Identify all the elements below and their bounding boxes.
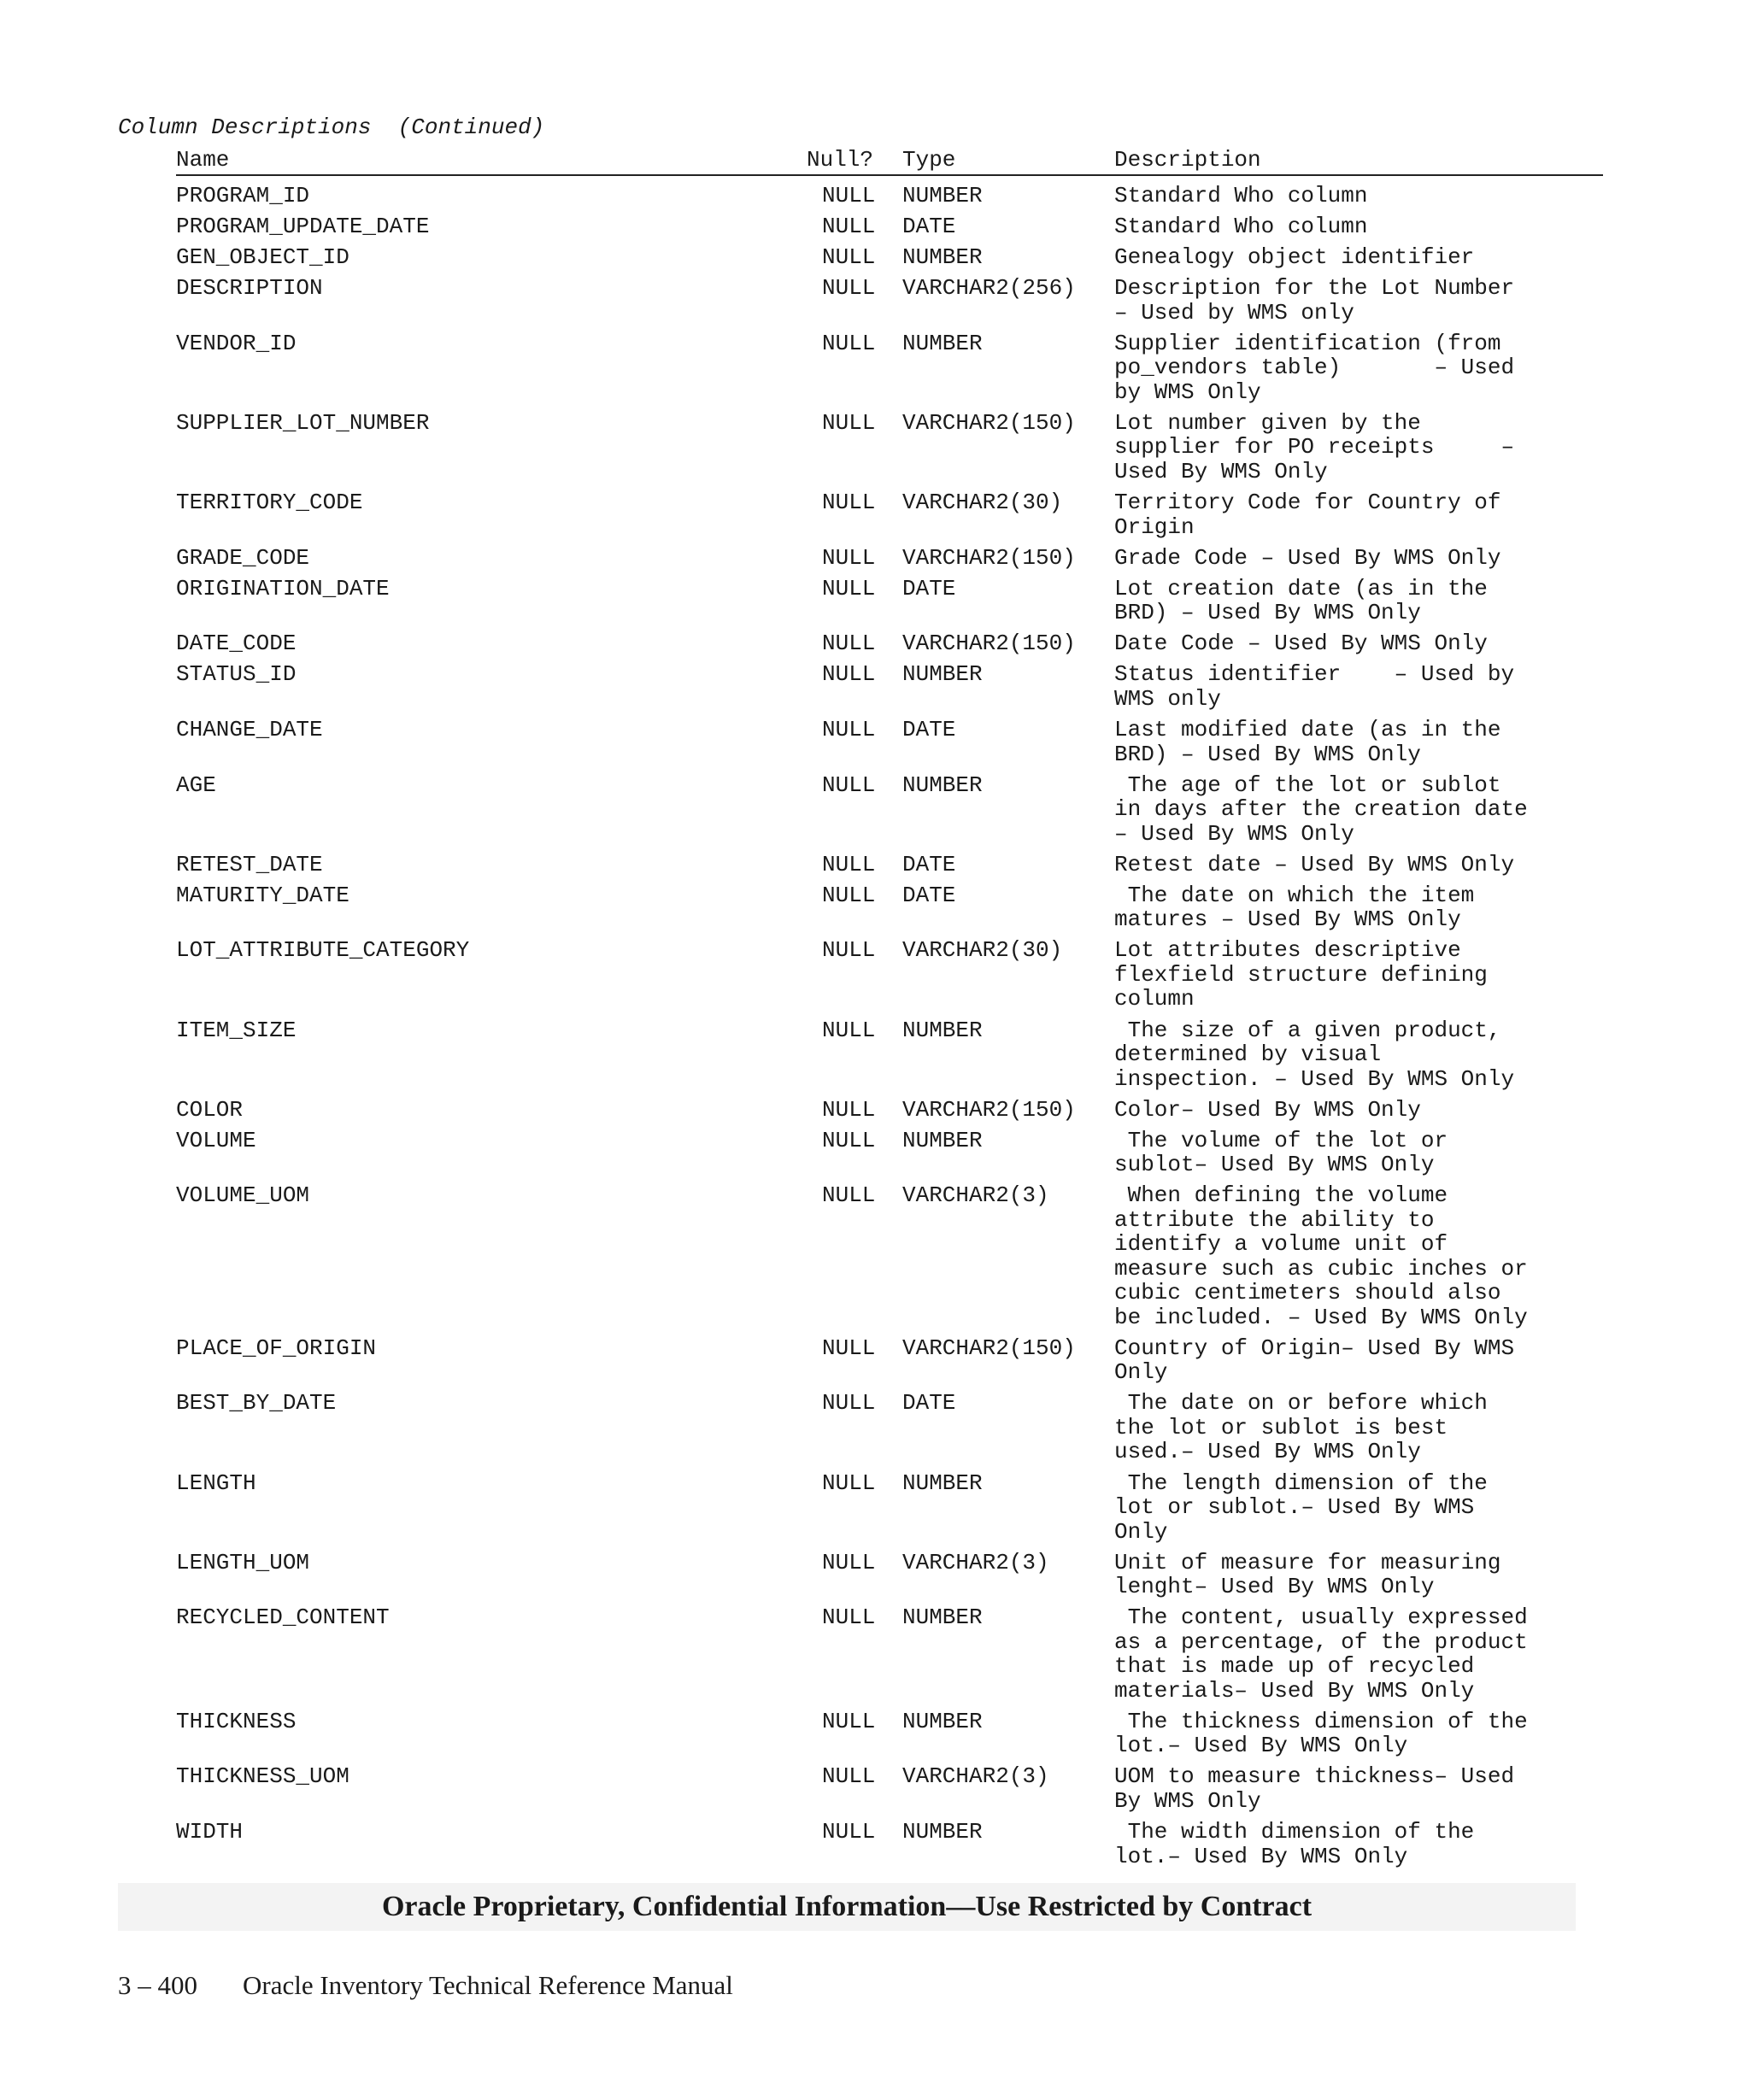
- header-name: Name: [176, 147, 230, 173]
- column-null: NULL: [822, 1334, 876, 1361]
- column-name: ITEM_SIZE: [176, 1017, 297, 1043]
- column-type: VARCHAR2(30): [902, 490, 1063, 516]
- column-name: BEST_BY_DATE: [176, 1390, 337, 1417]
- column-type: VARCHAR2(150): [902, 409, 1076, 436]
- column-null: NULL: [822, 490, 876, 516]
- column-null: NULL: [822, 1549, 876, 1575]
- column-null: NULL: [822, 631, 876, 657]
- column-null: NULL: [822, 275, 876, 302]
- column-description: Standard Who column: [1114, 214, 1368, 240]
- table-row: [176, 1336, 1629, 1385]
- column-type: NUMBER: [902, 1819, 983, 1845]
- column-type: NUMBER: [902, 771, 983, 798]
- table-row: [176, 184, 1629, 208]
- column-null: NULL: [822, 1127, 876, 1153]
- table-row: [176, 490, 1629, 539]
- column-name: STATUS_ID: [176, 661, 297, 688]
- column-description: Unit of measure for measuring lenght– Used By WMS Only: [1114, 1549, 1501, 1600]
- column-type: NUMBER: [902, 661, 983, 688]
- column-null: NULL: [822, 771, 876, 798]
- column-description: Territory Code for Country of Origin: [1114, 490, 1501, 540]
- column-null: NULL: [822, 1469, 876, 1496]
- column-name: DATE_CODE: [176, 631, 297, 657]
- column-description: The date on which the item matures – Used By WMS Only: [1114, 882, 1475, 933]
- column-type: NUMBER: [902, 1017, 983, 1043]
- column-null: NULL: [822, 1819, 876, 1845]
- column-null: NULL: [822, 1390, 876, 1417]
- column-description: Supplier identification (from po_vendors table) – Used by WMS Only: [1114, 330, 1515, 405]
- column-name: LOT_ATTRIBUTE_CATEGORY: [176, 937, 470, 964]
- column-description: Grade Code – Used By WMS Only: [1114, 544, 1501, 571]
- column-description: Status identifier – Used by WMS only: [1114, 661, 1515, 712]
- column-description: Lot creation date (as in the BRD) – Used By WMS Only: [1114, 575, 1488, 626]
- column-type: VARCHAR2(150): [902, 631, 1076, 657]
- column-type: VARCHAR2(3): [902, 1549, 1049, 1575]
- column-description: UOM to measure thickness– Used By WMS Only: [1114, 1763, 1515, 1814]
- column-type: DATE: [902, 1390, 956, 1417]
- column-description: The length dimension of the lot or sublot.– Used By WMS Only: [1114, 1469, 1488, 1545]
- column-name: GRADE_CODE: [176, 544, 310, 571]
- table-row: [176, 631, 1629, 656]
- column-description: Description for the Lot Number – Used by WMS only: [1114, 275, 1515, 326]
- column-type: NUMBER: [902, 1469, 983, 1496]
- column-type: NUMBER: [902, 1708, 983, 1734]
- column-name: PROGRAM_ID: [176, 183, 310, 208]
- column-name: VENDOR_ID: [176, 330, 297, 356]
- column-name: RETEST_DATE: [176, 851, 323, 877]
- column-name: SUPPLIER_LOT_NUMBER: [176, 409, 430, 436]
- table-row: [176, 214, 1629, 239]
- column-type: NUMBER: [902, 1604, 983, 1631]
- column-description: The content, usually expressed as a percentage, of the product that is made up of recycled materials– Used By WMS Only: [1114, 1604, 1528, 1704]
- column-description: The date on or before which the lot or sublot is best used.– Used By WMS Only: [1114, 1390, 1488, 1465]
- column-null: NULL: [822, 214, 876, 240]
- column-null: NULL: [822, 661, 876, 688]
- column-null: NULL: [822, 851, 876, 877]
- table-row: [176, 1820, 1629, 1868]
- column-table-body: [176, 184, 1629, 1875]
- column-name: THICKNESS: [176, 1708, 297, 1734]
- table-row: [176, 411, 1629, 484]
- table-caption: Column Descriptions (Continued): [118, 114, 545, 140]
- column-type: VARCHAR2(150): [902, 544, 1076, 571]
- table-row: [176, 1129, 1629, 1177]
- table-row: [176, 773, 1629, 847]
- column-name: VOLUME_UOM: [176, 1182, 310, 1209]
- column-description: The size of a given product, determined by visual inspection. – Used By WMS Only: [1114, 1017, 1515, 1092]
- column-null: NULL: [822, 1604, 876, 1631]
- column-type: DATE: [902, 214, 956, 240]
- column-description: Lot attributes descriptive flexfield structure defining column: [1114, 937, 1488, 1012]
- column-name: GEN_OBJECT_ID: [176, 244, 349, 271]
- column-type: NUMBER: [902, 1127, 983, 1153]
- table-header: [176, 145, 1603, 176]
- column-name: THICKNESS_UOM: [176, 1763, 349, 1790]
- column-null: NULL: [822, 244, 876, 271]
- column-type: DATE: [902, 851, 956, 877]
- table-row: [176, 1018, 1629, 1092]
- manual-title: Oracle Inventory Technical Reference Manual: [243, 1970, 733, 2000]
- column-name: PLACE_OF_ORIGIN: [176, 1334, 377, 1361]
- column-null: NULL: [822, 717, 876, 743]
- table-row: [176, 853, 1629, 877]
- column-type: VARCHAR2(3): [902, 1763, 1049, 1790]
- page-footer: [118, 1970, 733, 2001]
- table-row: [176, 1764, 1629, 1813]
- header-null: Null?: [807, 147, 874, 173]
- table-row: [176, 331, 1629, 405]
- column-description: The width dimension of the lot.– Used By WMS Only: [1114, 1819, 1475, 1869]
- table-row: [176, 883, 1629, 932]
- column-name: PROGRAM_UPDATE_DATE: [176, 214, 430, 240]
- table-row: [176, 276, 1629, 325]
- column-type: NUMBER: [902, 183, 983, 208]
- header-type: Type: [902, 147, 956, 173]
- column-description: Retest date – Used By WMS Only: [1114, 851, 1515, 877]
- column-name: ORIGINATION_DATE: [176, 575, 390, 601]
- column-name: WIDTH: [176, 1819, 244, 1845]
- column-description: Country of Origin– Used By WMS Only: [1114, 1334, 1515, 1386]
- column-description: The thickness dimension of the lot.– Used By WMS Only: [1114, 1708, 1528, 1759]
- column-null: NULL: [822, 1763, 876, 1790]
- table-row: [176, 1391, 1629, 1464]
- column-type: DATE: [902, 717, 956, 743]
- column-name: CHANGE_DATE: [176, 717, 323, 743]
- column-description: Lot number given by the supplier for PO receipts – Used By WMS Only: [1114, 409, 1515, 484]
- column-null: NULL: [822, 1017, 876, 1043]
- column-type: DATE: [902, 882, 956, 908]
- column-name: DESCRIPTION: [176, 275, 323, 302]
- column-name: TERRITORY_CODE: [176, 490, 363, 516]
- column-description: Color– Used By WMS Only: [1114, 1096, 1421, 1123]
- table-row: [176, 1605, 1629, 1703]
- column-null: NULL: [822, 575, 876, 601]
- column-name: AGE: [176, 771, 216, 798]
- column-name: COLOR: [176, 1096, 244, 1123]
- header-description: Description: [1114, 147, 1261, 173]
- column-description: The age of the lot or sublot in days after the creation date – Used By WMS Only: [1114, 771, 1528, 847]
- column-type: VARCHAR2(30): [902, 937, 1063, 964]
- column-null: NULL: [822, 1096, 876, 1123]
- column-type: DATE: [902, 575, 956, 601]
- table-row: [176, 1710, 1629, 1758]
- confidentiality-banner: Oracle Proprietary, Confidential Information––Use Restricted by Contract: [118, 1883, 1576, 1931]
- column-name: MATURITY_DATE: [176, 882, 349, 908]
- table-row: [176, 577, 1629, 625]
- column-null: NULL: [822, 1182, 876, 1209]
- column-name: VOLUME: [176, 1127, 256, 1153]
- column-name: LENGTH: [176, 1469, 256, 1496]
- column-null: NULL: [822, 544, 876, 571]
- table-row: [176, 1551, 1629, 1599]
- column-description: Date Code – Used By WMS Only: [1114, 631, 1488, 657]
- table-row: [176, 938, 1629, 1012]
- column-type: NUMBER: [902, 330, 983, 356]
- column-type: VARCHAR2(150): [902, 1334, 1076, 1361]
- table-row: [176, 1183, 1629, 1329]
- table-row: [176, 662, 1629, 711]
- table-row: [176, 718, 1629, 766]
- column-description: When defining the volume attribute the ability to identify a volume unit of measure such as cubic inches or cubic centimeters should also be included. – Used By WMS Only: [1114, 1182, 1528, 1330]
- column-null: NULL: [822, 882, 876, 908]
- column-type: NUMBER: [902, 244, 983, 271]
- column-name: LENGTH_UOM: [176, 1549, 310, 1575]
- column-null: NULL: [822, 183, 876, 208]
- table-row: [176, 546, 1629, 571]
- column-description: Standard Who column: [1114, 183, 1368, 208]
- table-row: [176, 245, 1629, 270]
- column-type: VARCHAR2(256): [902, 275, 1076, 302]
- column-null: NULL: [822, 937, 876, 964]
- column-type: VARCHAR2(3): [902, 1182, 1049, 1209]
- column-null: NULL: [822, 330, 876, 356]
- column-null: NULL: [822, 409, 876, 436]
- column-description: Genealogy object identifier: [1114, 244, 1475, 271]
- page-number: 3 – 400: [118, 1970, 197, 2000]
- column-null: NULL: [822, 1708, 876, 1734]
- table-row: [176, 1098, 1629, 1123]
- table-row: [176, 1471, 1629, 1545]
- column-name: RECYCLED_CONTENT: [176, 1604, 390, 1631]
- column-type: VARCHAR2(150): [902, 1096, 1076, 1123]
- column-description: Last modified date (as in the BRD) – Used By WMS Only: [1114, 717, 1501, 767]
- column-description: The volume of the lot or sublot– Used By WMS Only: [1114, 1127, 1448, 1178]
